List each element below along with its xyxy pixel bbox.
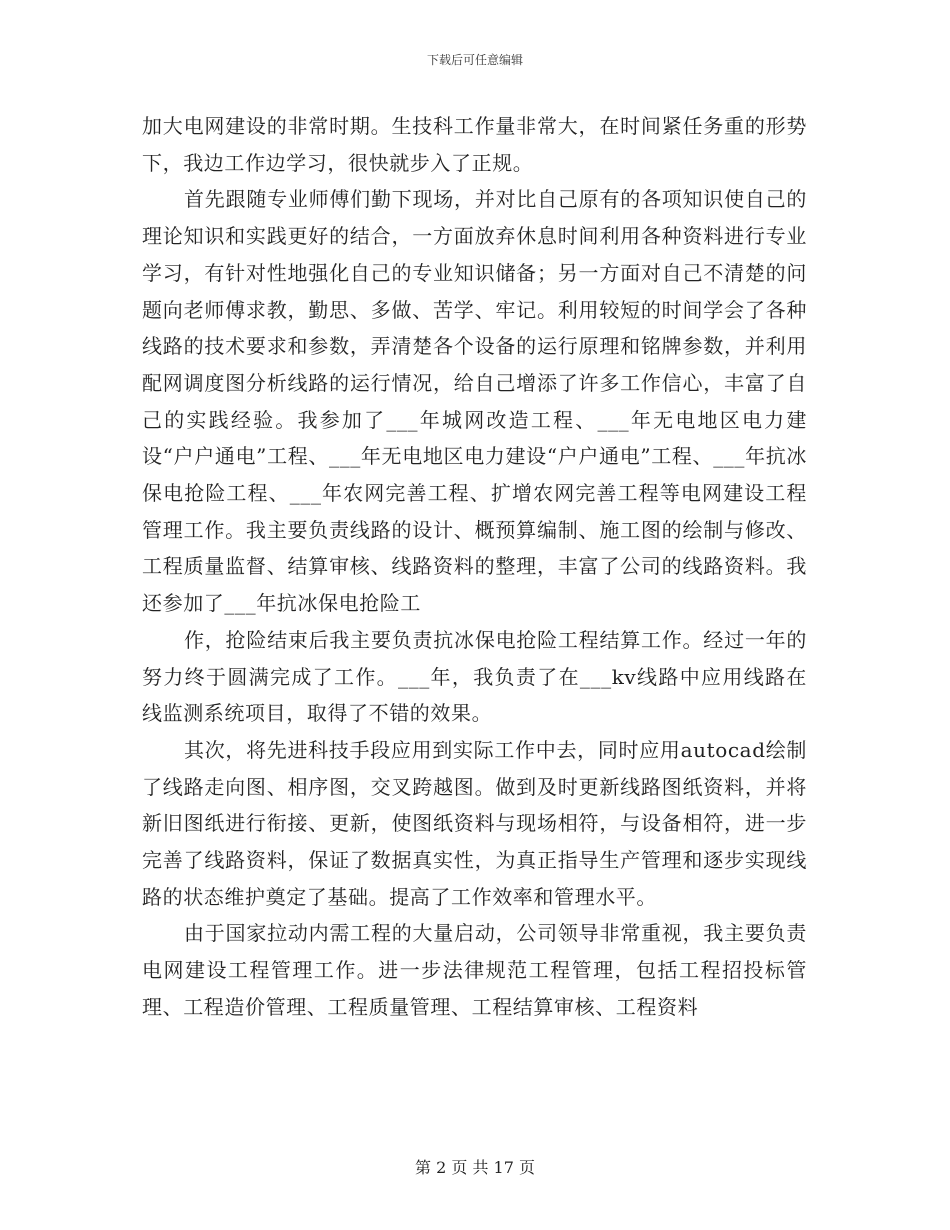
paragraph-3: 作，抢险结束后我主要负责抗冰保电抢险工程结算工作。经过一年的努力终于圆满完成了工作。___年，我负责了在___kv线路中应用线路在线监测系统项目，取得了不错的效果。 — [142, 627, 807, 726]
paragraph-2: 首先跟随专业师傅们勤下现场，并对比自己原有的各项知识使自己的理论知识和实践更好的结合，一方面放弃休息时间利用各种资料进行专业学习，有针对性地强化自己的专业知识储备；另一方面对自己不清楚的问题向老师傅求教，勤思、多做、苦学、牢记。利用较短的时间学会了各种线路的技术要求和参数，弄清楚各个设备的运行原理和铭牌参数，并利用配网调度图分析线路的运行情况，给自己增添了许多工作信心，丰富了自己的实践经验。我参加了___年城网改造工程、___年无电地区电力建设“户户通电”工程、___年无电地区电力建设“户户通电”工程、___年抗冰保电抢险工程、___年农网完善工程、扩增农网完善工程等电网建设工程管理工作。我主要负责线路的设计、概预算编制、施工图的绘制与修改、工程质量监督、结算审核、线路资料的整理，丰富了公司的线路资料。我还参加了___年抗冰保电抢险工 — [142, 187, 807, 616]
document-body — [142, 108, 807, 1026]
paragraph-1: 加大电网建设的非常时期。生技科工作量非常大，在时间紧任务重的形势下，我边工作边学习，很快就步入了正规。 — [142, 114, 807, 175]
paragraph-4: 其次，将先进科技手段应用到实际工作中去，同时应用autocad绘制了线路走向图、相序图，交叉跨越图。做到及时更新线路图纸资料，并将新旧图纸进行衔接、更新，使图纸资料与现场相符，与设备相符，进一步完善了线路资料，保证了数据真实性，为真正指导生产管理和逐步实现线路的状态维护奠定了基础。提高了工作效率和管理水平。 — [142, 737, 807, 909]
paragraph-5: 由于国家拉动内需工程的大量启动，公司领导非常重视，我主要负责电网建设工程管理工作。进一步法律规范工程管理，包括工程招投标管理、工程造价管理、工程质量管理、工程结算审核、工程资料 — [142, 921, 807, 1019]
page-number: 第 2 页 共 17 页 — [415, 1158, 535, 1177]
page-header: 下载后可任意编辑 — [426, 53, 523, 67]
